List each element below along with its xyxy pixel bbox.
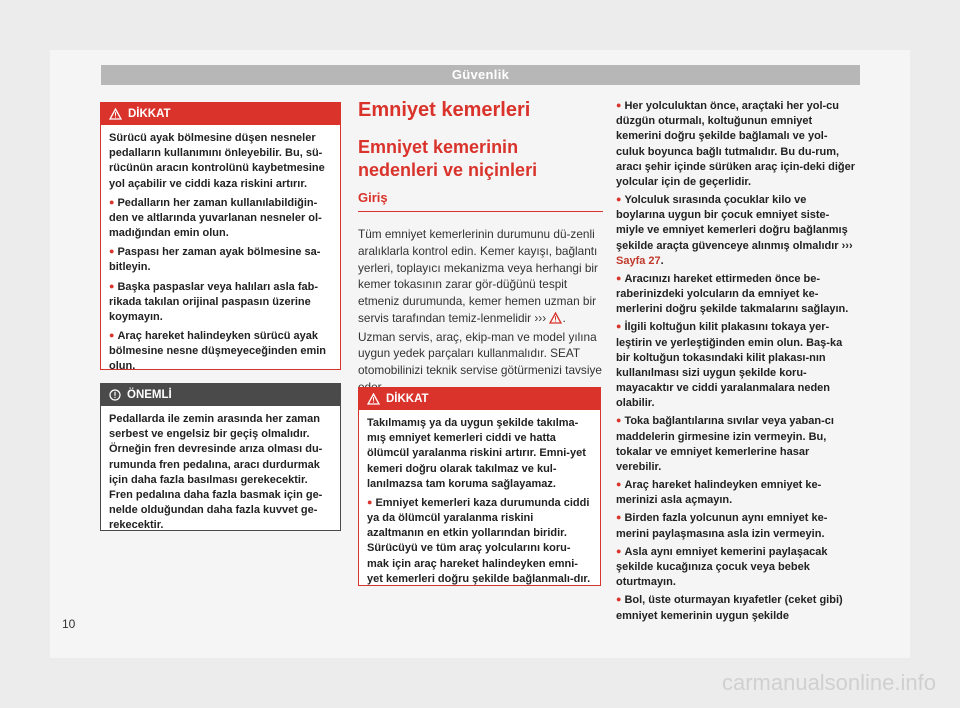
list-item: ● İlgili koltuğun kilit plakasını tokaya yer-leştirin ve yerleştiğinden emin olun. Baş-ka bir koltuğun tokasındaki kilit plakası-nın kullanılması sizi uygun şekilde koru-mayacaktır ve ciddi yaralanmalara neden olabilir. bbox=[616, 320, 856, 411]
list-item: ● Asla aynı emniyet kemerini paylaşacak şekilde kucağınıza çocuk veya bebek oturtmayın. bbox=[616, 545, 856, 591]
warning-triangle-icon bbox=[109, 108, 122, 120]
warning-bullet: ● Paspası her zaman ayak bölmesine sa-bitleyin. bbox=[109, 245, 332, 275]
watermark: carmanualsonline.info bbox=[721, 670, 936, 695]
warning-box-middle bbox=[358, 387, 601, 586]
warning-bullet: ● Araç hareket halindeyken sürücü ayak bölmesine nesne düşmeyeceğinden emin olun. bbox=[109, 329, 332, 375]
list-item: ● Toka bağlantılarına sıvılar veya yaban-cı maddelerin girmesine izin vermeyin. Bu, tokalar ve emniyet kemerlerine hasar verebilir. bbox=[616, 414, 856, 475]
right-column bbox=[616, 99, 856, 627]
warning-intro: Takılmamış ya da uygun şekilde takılma-mış emniyet kemerleri ciddi ve hatta ölümcül yaralanma riskini artırır. Emni-yet kemeri doğru olarak takılmaz ve kul-lanılmazsa tam koruma sağlayamaz. bbox=[367, 417, 586, 490]
page-link[interactable]: Sayfa 27 bbox=[616, 254, 661, 267]
header-title: Güvenlik bbox=[101, 65, 860, 85]
list-item: ● Birden fazla yolcunun aynı emniyet ke-merini paylaşmasına asla izin vermeyin. bbox=[616, 511, 856, 541]
info-circle-icon bbox=[109, 389, 121, 401]
note-label: ÖNEMLİ bbox=[127, 389, 172, 401]
warning-label: DİKKAT bbox=[386, 393, 429, 405]
warning-triangle-icon bbox=[367, 393, 380, 405]
intro-text-before: Tüm emniyet kemerlerinin durumunu dü-zenli aralıklarla kontrol edin. Kemer kayışı, bağlantı yerleri, toplayıcı mekanizma veya herhangi bir kemer tokasının zarar gör-düğünü tespit etmeniz durumunda, kemer hemen uzman bir servis tarafından temiz-lenmelidir bbox=[358, 227, 598, 325]
intro-text-after: . Uzman servis, araç, ekip-man ve model yılına uygun yedek parçaları kullanmalıdır. SEAT otomobilinizi teknik servise götürmenizi tavsiye bbox=[358, 310, 602, 377]
list-item: ● Yolculuk sırasında çocuklar kilo ve boylarına uygun bir çocuk emniyet siste-miyle ve emniyet kemerleri doğru bağlanmış şekilde araçta güvenceye alınmış olmalıdır ››› Sayfa 27. bbox=[616, 193, 856, 269]
list-item: ● Bol, üste oturmayan kıyafetler (ceket gibi) emniyet kemerinin uygun şekilde bbox=[616, 593, 856, 623]
warning-intro: Sürücü ayak bölmesine düşen nesneler pedalların kullanımını önleyebilir. Bu, sü-rücünün aracın kontrolünü kaybetmesine yol açabilir ve ciddi kaza riskini artırır. bbox=[109, 132, 325, 190]
warning-body bbox=[359, 410, 600, 599]
note-text: Pedallarda ile zemin arasında her zaman serbest ve engelsiz bir geçiş olmalıdır. Örneğin fren devresinde arıza olması du-rumunda fren pedalına, aracı durdurmak için daha fazla basılması gerekecektir. Fren pedalına daha fazla basmak için ge-nelde olduğundan daha fazla kuvvet ge-rekecektir. bbox=[109, 413, 323, 532]
page-title: Emniyet kemerleri bbox=[358, 99, 531, 121]
warning-bullet: ● Pedalların her zaman kullanılabildiğin-den ve altlarında yuvarlanan nesneler ol-madığından emin olun. bbox=[109, 196, 332, 242]
note-box bbox=[100, 383, 341, 531]
warning-box-left bbox=[100, 102, 341, 373]
note-header bbox=[101, 384, 340, 406]
warning-header bbox=[359, 388, 600, 410]
warning-triangle-icon bbox=[549, 312, 562, 329]
warning-label: DİKKAT bbox=[128, 108, 171, 120]
list-item: ● Aracınızı hareket ettirmeden önce be-raberinizdeki yolcuların da emniyet ke-merlerini doğru şekilde takmalarını sağlayın. bbox=[616, 272, 856, 318]
warning-header bbox=[101, 103, 340, 125]
warning-bullet: ● Emniyet kemerleri kaza durumunda ciddi ya da ölümcül yaralanma riskini azaltmanın en etkin yollarından biridir. Sürücüyü ve tüm araç yolcularını koru-mak için araç hareket halindeyken emni-yet kemerleri doğru şekilde bağlanmalı-dır. bbox=[367, 496, 592, 587]
list-item: ● Araç hareket halindeyken emniyet ke-merinizi asla açmayın. bbox=[616, 478, 856, 508]
list-item-text: Yolculuk sırasında çocuklar kilo ve boylarına uygun bir çocuk emniyet siste-miyle ve emniyet kemerleri doğru bağlanmış şekilde araçta güvenceye alınmış olmalıdır bbox=[616, 194, 848, 252]
page-number: 10 bbox=[62, 617, 76, 631]
note-body bbox=[101, 406, 340, 545]
subsection-title: Giriş bbox=[358, 190, 603, 212]
warning-bullet: ● Başka paspaslar veya halıları asla fab-rikada takılan orijinal paspasın üzerine koymayın. bbox=[109, 280, 332, 326]
section-title: Emniyet kemerinin nedenleri ve niçinleri bbox=[358, 137, 538, 181]
warning-body bbox=[101, 125, 340, 387]
cross-ref-arrows: ››› bbox=[841, 239, 853, 252]
cross-ref-arrows: ››› bbox=[534, 310, 547, 325]
list-item: ● Her yolculuktan önce, araçtaki her yol-cu düzgün oturmalı, koltuğunun emniyet kemerini doğru şekilde bağlamalı ve yol-culuk boyunca bağlı tutmalıdır. Bu du-rum, aracı şehir içinde sürüken araç için-deki diğer yolcular için de geçerlidir. bbox=[616, 99, 856, 190]
intro-paragraph bbox=[358, 226, 606, 396]
